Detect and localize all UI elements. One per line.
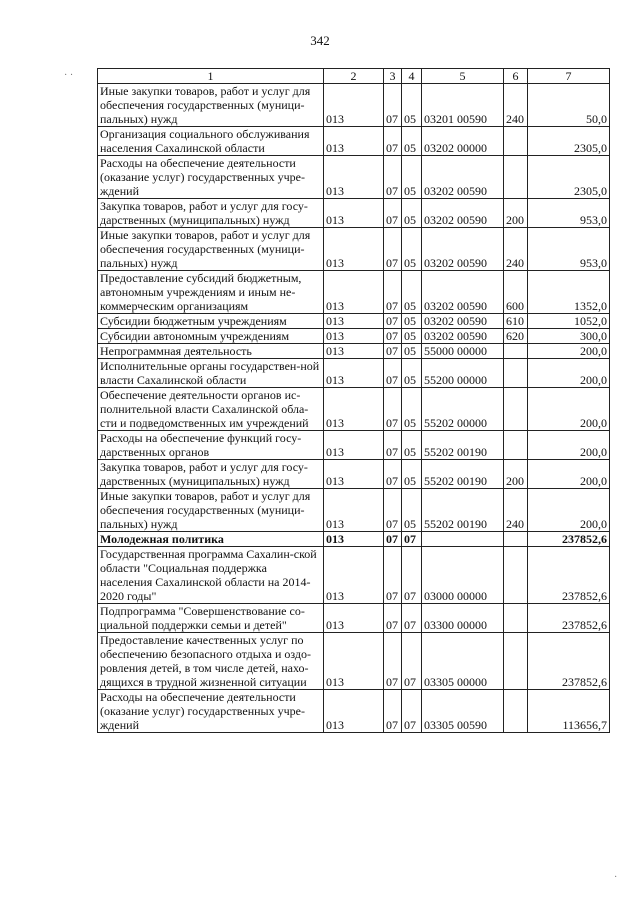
table-row [98, 84, 610, 127]
cell-amount: 200,0 [528, 359, 610, 388]
cell-section: 07 [384, 228, 402, 271]
cell-section: 07 [384, 431, 402, 460]
cell-amount: 237852,6 [528, 604, 610, 633]
cell-expense-type: 240 [504, 228, 528, 271]
row-name: Обеспечение деятельности органов ис-полнительной власти Сахалинской обла-сти и подведомственных им учреждений [98, 388, 324, 431]
column-header: 3 [384, 69, 402, 84]
cell-amount: 2305,0 [528, 127, 610, 156]
cell-target-article: 55202 00000 [422, 388, 504, 431]
row-name: Закупка товаров, работ и услуг для госу-дарственных (муниципальных) нужд [98, 199, 324, 228]
cell-target-article: 55202 00190 [422, 431, 504, 460]
row-name: Молодежная политика [98, 532, 324, 547]
cell-gov-code: 013 [324, 388, 384, 431]
scan-mark: · [614, 872, 618, 883]
table-row [98, 489, 610, 532]
cell-target-article [422, 532, 504, 547]
row-name: Организация социального обслуживания населения Сахалинской области [98, 127, 324, 156]
table-row [98, 271, 610, 314]
cell-gov-code: 013 [324, 314, 384, 329]
cell-section: 07 [384, 489, 402, 532]
cell-amount: 953,0 [528, 199, 610, 228]
row-name: Иные закупки товаров, работ и услуг для обеспечения государственных (муници-пальных) нужд [98, 489, 324, 532]
column-header: 2 [324, 69, 384, 84]
cell-subsection: 07 [402, 547, 422, 604]
cell-target-article: 03300 00000 [422, 604, 504, 633]
column-header: 4 [402, 69, 422, 84]
cell-amount: 237852,6 [528, 633, 610, 690]
cell-amount: 953,0 [528, 228, 610, 271]
row-name: Непрограммная деятельность [98, 344, 324, 359]
cell-expense-type [504, 359, 528, 388]
cell-gov-code: 013 [324, 489, 384, 532]
cell-target-article: 03305 00000 [422, 633, 504, 690]
cell-target-article: 55202 00190 [422, 489, 504, 532]
cell-subsection: 05 [402, 199, 422, 228]
cell-expense-type [504, 690, 528, 733]
cell-gov-code: 013 [324, 547, 384, 604]
cell-gov-code: 013 [324, 84, 384, 127]
cell-target-article: 03202 00590 [422, 156, 504, 199]
cell-section: 07 [384, 690, 402, 733]
row-name: Расходы на обеспечение деятельности (оказание услуг) государственных учре-ждений [98, 156, 324, 199]
cell-expense-type: 200 [504, 460, 528, 489]
cell-expense-type [504, 431, 528, 460]
row-name: Субсидии бюджетным учреждениям [98, 314, 324, 329]
cell-target-article: 03305 00590 [422, 690, 504, 733]
cell-section: 07 [384, 127, 402, 156]
cell-subsection: 07 [402, 690, 422, 733]
cell-target-article: 55000 00000 [422, 344, 504, 359]
cell-subsection: 05 [402, 460, 422, 489]
cell-expense-type [504, 388, 528, 431]
cell-subsection: 05 [402, 271, 422, 314]
cell-section: 07 [384, 84, 402, 127]
row-name: Закупка товаров, работ и услуг для госу-дарственных (муниципальных) нужд [98, 460, 324, 489]
cell-gov-code: 013 [324, 431, 384, 460]
cell-gov-code: 013 [324, 690, 384, 733]
cell-section: 07 [384, 314, 402, 329]
cell-subsection: 07 [402, 633, 422, 690]
cell-gov-code: 013 [324, 228, 384, 271]
cell-subsection: 05 [402, 329, 422, 344]
cell-section: 07 [384, 388, 402, 431]
cell-subsection: 05 [402, 156, 422, 199]
cell-amount: 200,0 [528, 344, 610, 359]
cell-subsection: 07 [402, 532, 422, 547]
row-name: Иные закупки товаров, работ и услуг для обеспечения государственных (муници-пальных) нужд [98, 84, 324, 127]
cell-expense-type [504, 547, 528, 604]
cell-subsection: 05 [402, 344, 422, 359]
cell-section: 07 [384, 329, 402, 344]
cell-target-article: 03202 00590 [422, 314, 504, 329]
cell-amount: 1052,0 [528, 314, 610, 329]
page-number: 342 [310, 33, 330, 48]
cell-expense-type: 240 [504, 84, 528, 127]
table-row [98, 460, 610, 489]
cell-target-article: 55202 00190 [422, 460, 504, 489]
table-row [98, 604, 610, 633]
cell-section: 07 [384, 633, 402, 690]
table-row [98, 431, 610, 460]
column-header: 6 [504, 69, 528, 84]
cell-subsection: 05 [402, 359, 422, 388]
cell-expense-type [504, 127, 528, 156]
cell-amount: 237852,6 [528, 532, 610, 547]
cell-subsection: 05 [402, 431, 422, 460]
cell-amount: 50,0 [528, 84, 610, 127]
cell-target-article: 03202 00590 [422, 329, 504, 344]
cell-subsection: 05 [402, 84, 422, 127]
cell-amount: 300,0 [528, 329, 610, 344]
column-header: 5 [422, 69, 504, 84]
row-name: Субсидии автономным учреждениям [98, 329, 324, 344]
cell-expense-type [504, 532, 528, 547]
cell-target-article: 03202 00590 [422, 199, 504, 228]
cell-target-article: 03000 00000 [422, 547, 504, 604]
cell-amount: 200,0 [528, 431, 610, 460]
cell-expense-type [504, 344, 528, 359]
cell-gov-code: 013 [324, 199, 384, 228]
column-header: 1 [98, 69, 324, 84]
table-row [98, 633, 610, 690]
cell-gov-code: 013 [324, 604, 384, 633]
cell-section: 07 [384, 547, 402, 604]
cell-expense-type: 600 [504, 271, 528, 314]
cell-target-article: 03202 00000 [422, 127, 504, 156]
budget-table [97, 68, 610, 733]
cell-gov-code: 013 [324, 359, 384, 388]
table-row [98, 228, 610, 271]
cell-amount: 113656,7 [528, 690, 610, 733]
row-name: Государственная программа Сахалин-ской области "Социальная поддержка населения Сахалинской области на 2014-2020 годы" [98, 547, 324, 604]
cell-expense-type [504, 633, 528, 690]
cell-expense-type [504, 604, 528, 633]
row-name: Подпрограмма "Совершенствование со-циальной поддержки семьи и детей" [98, 604, 324, 633]
cell-amount: 1352,0 [528, 271, 610, 314]
cell-section: 07 [384, 156, 402, 199]
table-row [98, 199, 610, 228]
cell-gov-code: 013 [324, 460, 384, 489]
table-row [98, 690, 610, 733]
cell-section: 07 [384, 271, 402, 314]
cell-gov-code: 013 [324, 156, 384, 199]
cell-subsection: 05 [402, 314, 422, 329]
table-row [98, 547, 610, 604]
cell-section: 07 [384, 359, 402, 388]
table-row [98, 388, 610, 431]
row-name: Предоставление качественных услуг по обеспечению безопасного отдыха и оздо-ровления детей, в том числе детей, нахо-дящихся в трудной жизненной ситуации [98, 633, 324, 690]
table-row [98, 314, 610, 329]
row-name: Предоставление субсидий бюджетным, автономным учреждениям и иным не-коммерческим организациям [98, 271, 324, 314]
cell-subsection: 05 [402, 489, 422, 532]
cell-amount: 200,0 [528, 460, 610, 489]
row-name: Расходы на обеспечение деятельности (оказание услуг) государственных учре-ждений [98, 690, 324, 733]
header-row [98, 69, 610, 84]
cell-target-article: 03201 00590 [422, 84, 504, 127]
cell-expense-type: 200 [504, 199, 528, 228]
cell-gov-code: 013 [324, 271, 384, 314]
cell-section: 07 [384, 532, 402, 547]
cell-subsection: 05 [402, 388, 422, 431]
cell-gov-code: 013 [324, 127, 384, 156]
table-row [98, 344, 610, 359]
cell-section: 07 [384, 604, 402, 633]
cell-expense-type: 240 [504, 489, 528, 532]
table-row [98, 156, 610, 199]
cell-section: 07 [384, 460, 402, 489]
cell-target-article: 03202 00590 [422, 228, 504, 271]
column-header: 7 [528, 69, 610, 84]
cell-target-article: 03202 00590 [422, 271, 504, 314]
scan-mark: · · [64, 70, 74, 81]
cell-gov-code: 013 [324, 344, 384, 359]
cell-target-article: 55200 00000 [422, 359, 504, 388]
table-row [98, 127, 610, 156]
cell-amount: 2305,0 [528, 156, 610, 199]
cell-amount: 237852,6 [528, 547, 610, 604]
cell-subsection: 05 [402, 228, 422, 271]
cell-section: 07 [384, 199, 402, 228]
cell-amount: 200,0 [528, 489, 610, 532]
cell-amount: 200,0 [528, 388, 610, 431]
table-row [98, 329, 610, 344]
row-name: Расходы на обеспечение функций госу-дарственных органов [98, 431, 324, 460]
table-row [98, 359, 610, 388]
cell-subsection: 05 [402, 127, 422, 156]
row-name: Исполнительные органы государствен-ной власти Сахалинской области [98, 359, 324, 388]
cell-expense-type [504, 156, 528, 199]
table-row [98, 532, 610, 547]
cell-section: 07 [384, 344, 402, 359]
cell-gov-code: 013 [324, 532, 384, 547]
row-name: Иные закупки товаров, работ и услуг для обеспечения государственных (муници-пальных) нужд [98, 228, 324, 271]
cell-expense-type: 610 [504, 314, 528, 329]
cell-gov-code: 013 [324, 633, 384, 690]
cell-expense-type: 620 [504, 329, 528, 344]
cell-gov-code: 013 [324, 329, 384, 344]
cell-subsection: 07 [402, 604, 422, 633]
